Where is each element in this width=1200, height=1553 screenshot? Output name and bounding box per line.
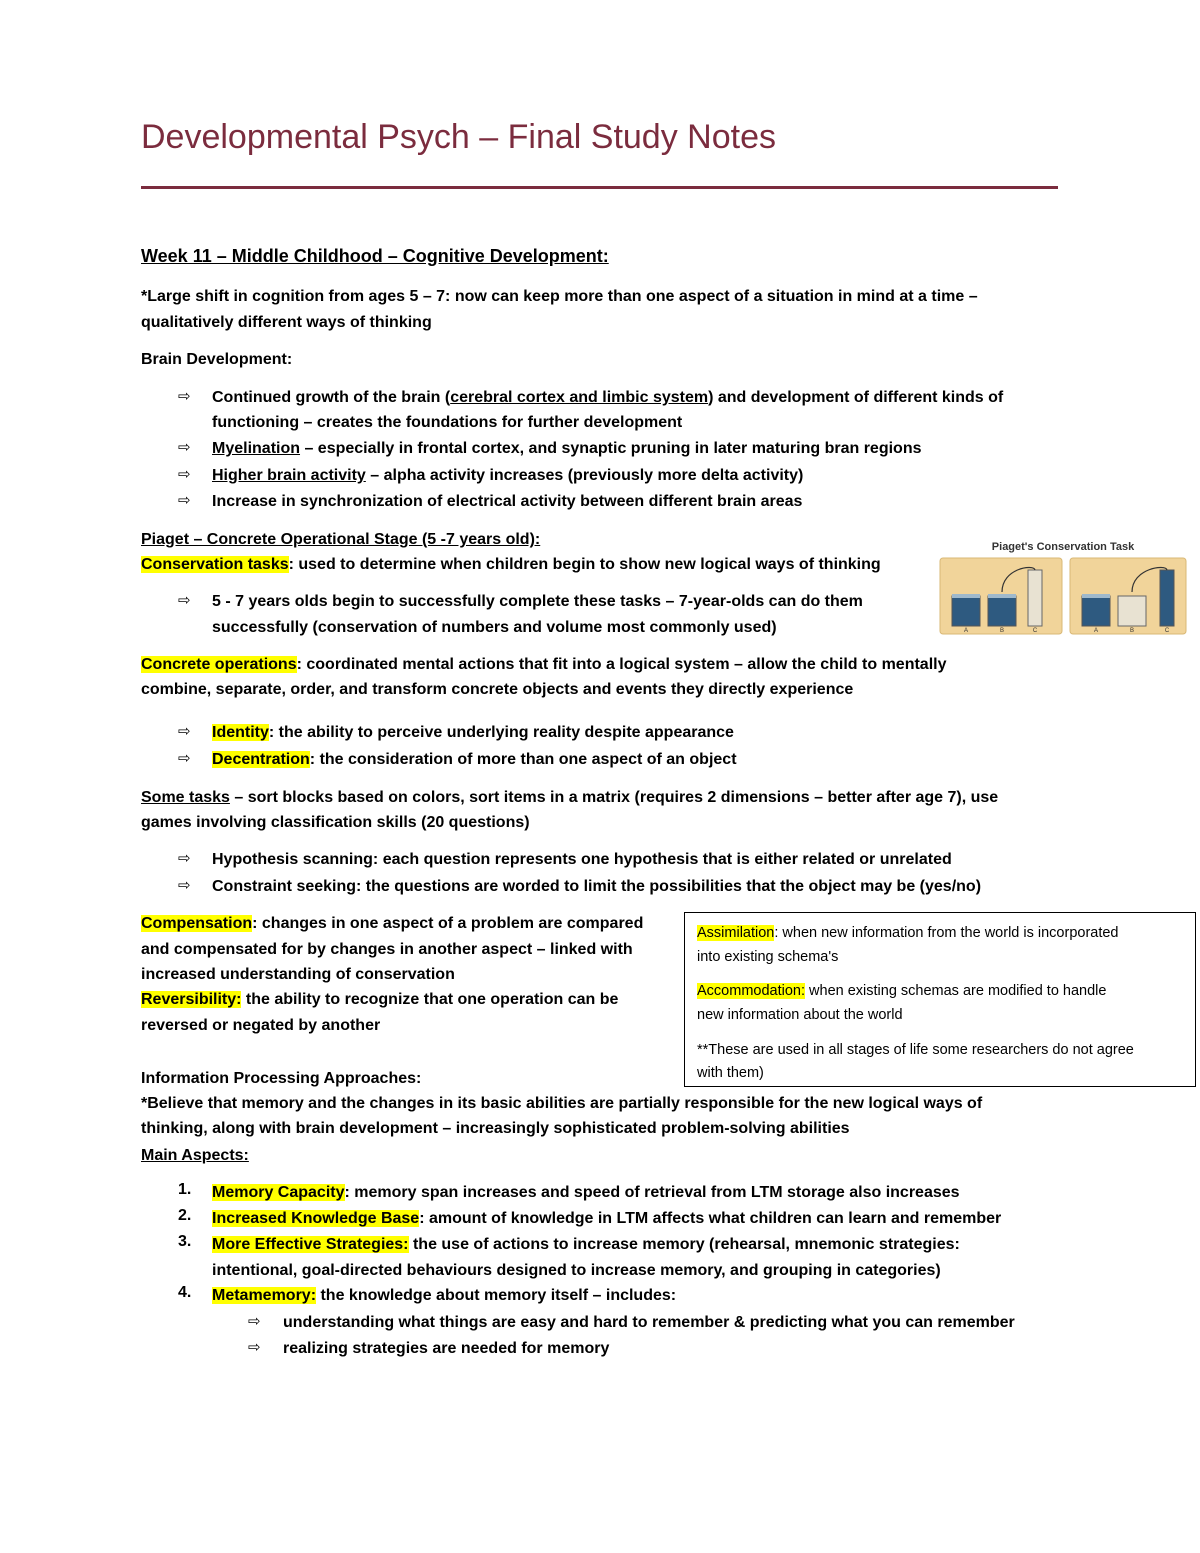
- beaker-c-left: [1028, 570, 1042, 626]
- concrete-operations-line-2: combine, separate, order, and transform concrete objects and events they directly experience: [141, 681, 854, 698]
- conservation-task-figure: [938, 538, 1188, 636]
- arrow-bullet-icon: ⇨: [178, 492, 191, 509]
- intro-line-1: *Large shift in cognition from ages 5 – 7: now can keep more than one aspect of a situation in mind at a time –: [141, 288, 978, 305]
- beaker-a-right: [1082, 596, 1110, 626]
- metamemory-sub-1: understanding what things are easy and hard to remember & predicting what you can remember: [283, 1314, 1015, 1331]
- arrow-bullet-icon: ⇨: [178, 466, 191, 483]
- hypothesis-scanning-bullet: Hypothesis scanning: each question represents one hypothesis that is either related or unrelated: [212, 851, 952, 868]
- concrete-operations: Concrete operations: coordinated mental actions that fit into a logical system – allow the child to mentally: [141, 656, 947, 673]
- conservation-tasks: Conservation tasks: used to determine when children begin to show new logical ways of thinking: [141, 556, 881, 573]
- week-heading: Week 11 – Middle Childhood – Cognitive Development:: [141, 246, 609, 266]
- assimilation-line-2: into existing schema's: [697, 949, 839, 965]
- piaget-heading: Piaget – Concrete Operational Stage (5 -7 years old):: [141, 531, 541, 548]
- compensation-line-2: and compensated for by changes in another aspect – linked with: [141, 941, 633, 958]
- info-processing-line-2: thinking, along with brain development – increasingly sophisticated problem-solving abilities: [141, 1120, 850, 1137]
- assimilation-accommodation-box: [684, 912, 1196, 1087]
- figure-label: A: [963, 628, 969, 634]
- reversibility-line-2: reversed or negated by another: [141, 1017, 381, 1034]
- aspect-memory-capacity: Memory Capacity: memory span increases and speed of retrieval from LTM storage also increases: [212, 1184, 960, 1201]
- brain-bullet-2: Myelination – especially in frontal cortex, and synaptic pruning in later maturing bran regions: [212, 440, 922, 457]
- figure-label: A: [1093, 628, 1099, 634]
- arrow-bullet-icon: ⇨: [178, 592, 191, 609]
- arrow-bullet-icon: ⇨: [178, 388, 191, 405]
- assimilation-line: Assimilation: when new information from the world is incorporated: [697, 925, 1119, 941]
- aspect-knowledge-base: Increased Knowledge Base: amount of knowledge in LTM affects what children can learn and remember: [212, 1210, 1002, 1227]
- beaker-a-left: [952, 596, 980, 626]
- arrow-bullet-icon: ⇨: [178, 850, 191, 867]
- arrow-bullet-icon: ⇨: [178, 877, 191, 894]
- brain-bullet-4: Increase in synchronization of electrical activity between different brain areas: [212, 493, 803, 510]
- list-number: 4.: [178, 1284, 192, 1301]
- accommodation-line-2: new information about the world: [697, 1007, 903, 1023]
- accommodation-line: Accommodation: when existing schemas are modified to handle: [697, 983, 1107, 999]
- arrow-bullet-icon: ⇨: [178, 439, 191, 456]
- list-number: 1.: [178, 1181, 192, 1198]
- aspect-effective-strategies-line-2: intentional, goal-directed behaviours designed to increase memory, and grouping in categories): [212, 1262, 941, 1279]
- brain-bullet-1: Continued growth of the brain (cerebral cortex and limbic system) and development of different kinds of: [212, 389, 1004, 406]
- box-note-line-1: **These are used in all stages of life some researchers do not agree: [697, 1042, 1134, 1058]
- identity-bullet: Identity: the ability to perceive underlying reality despite appearance: [212, 724, 734, 741]
- brain-bullet-3: Higher brain activity – alpha activity increases (previously more delta activity): [212, 467, 804, 484]
- brain-heading: Brain Development:: [141, 351, 293, 368]
- box-note-line-2: with them): [697, 1065, 764, 1081]
- page-title: Developmental Psych – Final Study Notes: [141, 118, 776, 156]
- conservation-bullet-line-2: successfully (conservation of numbers and volume most commonly used): [212, 619, 777, 636]
- constraint-seeking-bullet: Constraint seeking: the questions are worded to limit the possibilities that the object may be (yes/no): [212, 878, 982, 895]
- intro-line-2: qualitatively different ways of thinking: [141, 314, 432, 331]
- compensation: Compensation: changes in one aspect of a problem are compared: [141, 915, 644, 932]
- list-number: 3.: [178, 1233, 192, 1250]
- decentration-bullet: Decentration: the consideration of more than one aspect of an object: [212, 751, 737, 768]
- arrow-bullet-icon: ⇨: [248, 1339, 261, 1356]
- conservation-bullet: 5 - 7 years olds begin to successfully complete these tasks – 7-year-olds can do them: [212, 593, 863, 610]
- arrow-bullet-icon: ⇨: [248, 1313, 261, 1330]
- beaker-b-right: [1118, 596, 1146, 626]
- info-processing-heading: Information Processing Approaches:: [141, 1070, 422, 1087]
- info-processing-line-1: *Believe that memory and the changes in its basic abilities are partially responsible for the new logical ways of: [141, 1095, 983, 1112]
- some-tasks: Some tasks – sort blocks based on colors, sort items in a matrix (requires 2 dimensions – better after age 7), use: [141, 789, 999, 806]
- figure-label: C: [1032, 628, 1038, 634]
- beaker-b-left: [988, 596, 1016, 626]
- arrow-bullet-icon: ⇨: [178, 723, 191, 740]
- figure-label: B: [999, 628, 1005, 634]
- arrow-bullet-icon: ⇨: [178, 750, 191, 767]
- brain-bullet-1-line-2: functioning – creates the foundations for further development: [212, 414, 683, 431]
- list-number: 2.: [178, 1207, 192, 1224]
- aspect-effective-strategies: More Effective Strategies: the use of actions to increase memory (rehearsal, mnemonic strategies:: [212, 1236, 960, 1253]
- figure-label: B: [1129, 628, 1135, 634]
- main-aspects-heading: Main Aspects:: [141, 1147, 249, 1164]
- aspect-metamemory: Metamemory: the knowledge about memory itself – includes:: [212, 1287, 677, 1304]
- title-divider: [141, 186, 1058, 189]
- figure-title: Piaget's Conservation Task: [991, 541, 1135, 553]
- beaker-c-right: [1160, 570, 1174, 626]
- reversibility: Reversibility: the ability to recognize that one operation can be: [141, 991, 619, 1008]
- compensation-line-3: increased understanding of conservation: [141, 966, 455, 983]
- metamemory-sub-2: realizing strategies are needed for memory: [283, 1340, 610, 1357]
- some-tasks-line-2: games involving classification skills (20 questions): [141, 814, 530, 831]
- figure-label: C: [1164, 628, 1170, 634]
